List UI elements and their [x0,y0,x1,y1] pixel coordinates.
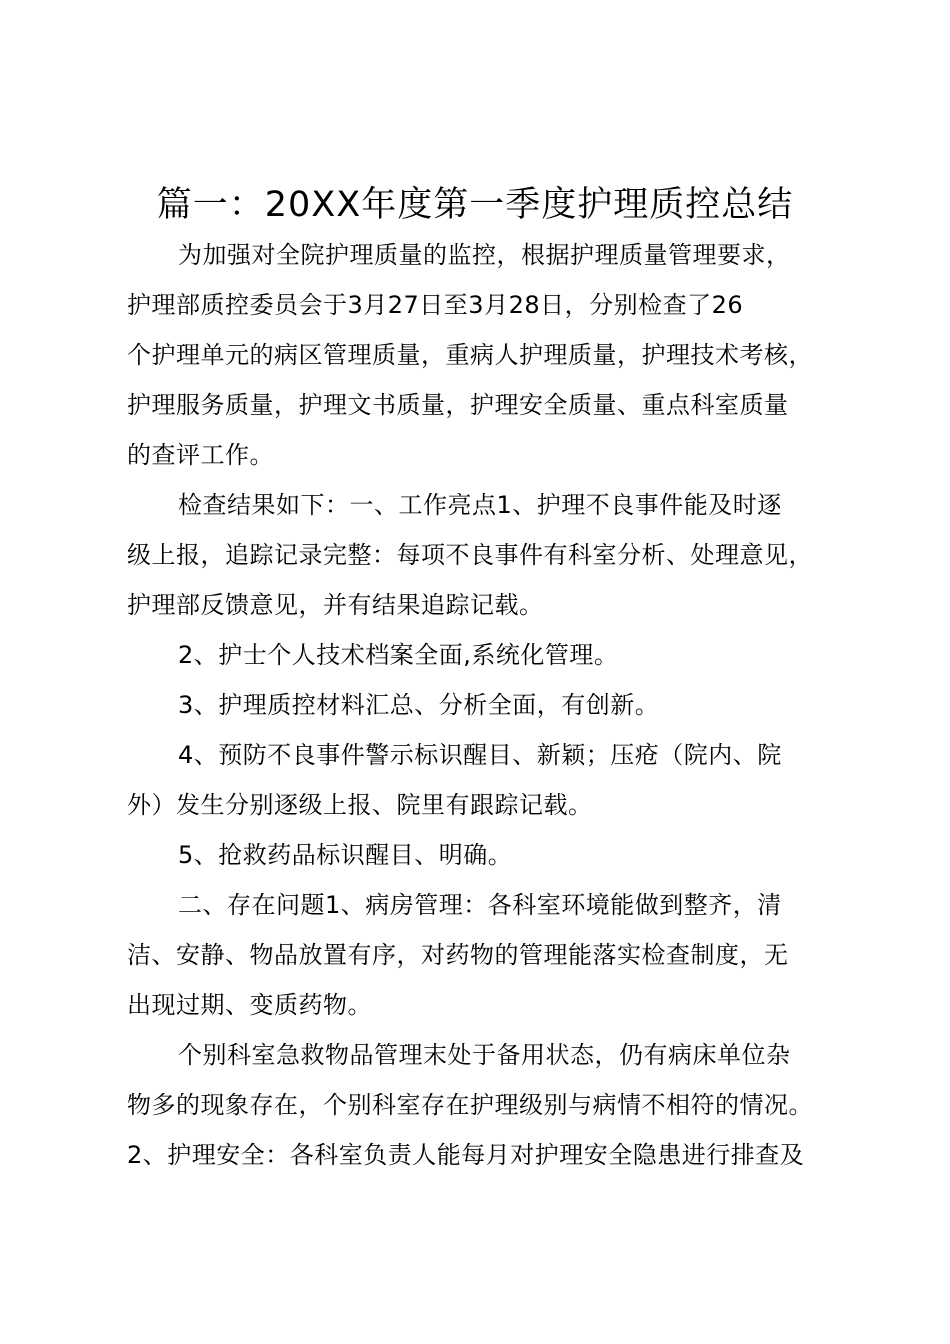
paragraph-line: 4、预防不良事件警示标识醒目、新颖；压疮（院内、院 [178,741,782,769]
paragraph-line: 个别科室急救物品管理末处于备用状态，仍有病床单位杂 [178,1041,791,1069]
paragraph-line: 3、护理质控材料汇总、分析全面，有创新。 [178,691,660,719]
paragraph-line: 5、抢救药品标识醒目、明确。 [178,841,513,869]
paragraph-line: 护理服务质量，护理文书质量，护理安全质量、重点科室质量 [127,391,789,419]
paragraph-line: 的查评工作。 [127,441,274,469]
paragraph-line: 级上报，追踪记录完整：每项不良事件有科室分析、处理意见， [127,541,813,569]
paragraph-line: 二、存在问题1、病房管理：各科室环境能做到整齐，清 [178,891,782,919]
paragraph-line: 2、护理安全：各科室负责人能每月对护理安全隐患进行排查及 [127,1141,805,1169]
paragraph-line: 护理部质控委员会于3月27日至3月28日，分别检查了26 [127,291,744,319]
paragraph-line: 检查结果如下：一、工作亮点1、护理不良事件能及时逐 [178,491,782,519]
paragraph-line: 个护理单元的病区管理质量，重病人护理质量，护理技术考核， [127,341,813,369]
paragraph-line: 外）发生分别逐级上报、院里有跟踪记载。 [127,791,593,819]
paragraph-line: 洁、安静、物品放置有序，对药物的管理能落实检查制度，无 [127,941,789,969]
paragraph-line: 物多的现象存在，个别科室存在护理级别与病情不相符的情况。 [127,1091,813,1119]
document-title: 篇一：20XX年度第一季度护理质控总结 [156,185,794,225]
paragraph-line: 为加强对全院护理质量的监控，根据护理质量管理要求， [178,241,791,269]
paragraph-line: 出现过期、变质药物。 [127,991,372,1019]
paragraph-line: 2、护士个人技术档案全面,系统化管理。 [178,641,619,669]
paragraph-line: 护理部反馈意见，并有结果追踪记载。 [127,591,544,619]
